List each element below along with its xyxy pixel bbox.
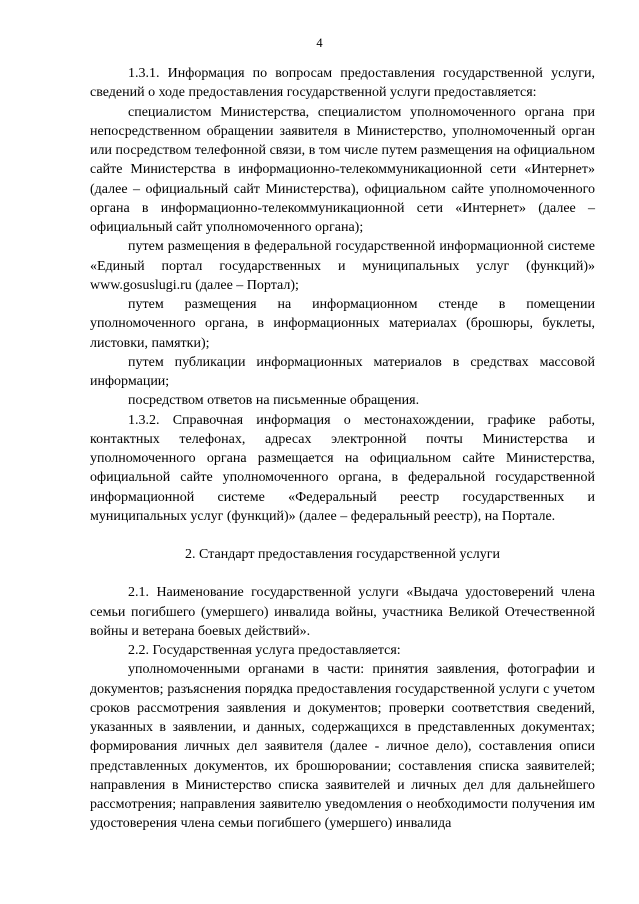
paragraph-info-stand: путем размещения на информационном стенде в помещении уполномоченного органа, в информационных материалах (брошюры, буклеты, листовки, памятки); — [90, 297, 595, 351]
document-body — [90, 64, 595, 834]
paragraph-2-1: 2.1. Наименование государственной услуги «Выдача удостоверений члена семьи погибшего (умершего) инвалида войны, участника Великой Отечественной войны и ветерана боевых действий». — [90, 585, 595, 639]
paragraph-authorized-bodies: уполномоченными органами в части: принятия заявления, фотографии и документов; разъяснения порядка предоставления государственной услуги с учетом сроков рассмотрения заявления и документов; проверки соответствия сведений, указанных в заявлении, и данных, содержащихся в представленных документах; формирования личных дел заявителя (далее - личное дело), составления описи представленных документов, их брошюровании; составления списка заявителей; направления в Министерство списка заявителей и личных дел для дальнейшего рассмотрения; направления заявителю уведомления о необходимости получения им удостоверения члена семьи погибшего (умершего) инвалида — [90, 662, 595, 832]
paragraph-2-2: 2.2. Государственная услуга предоставляется: — [128, 643, 401, 658]
paragraph-written-requests: посредством ответов на письменные обращения. — [128, 393, 420, 409]
paragraph-mass-media: путем публикации информационных материалов в средствах массовой информации; — [90, 354, 595, 389]
page-number: 4 — [316, 36, 323, 50]
paragraph-portal: путем размещения в федеральной государственной информационной системе «Единый портал государственных и муниципальных услуг (функций)» www.gosuslugi.ru (далее – Портал); — [90, 239, 595, 293]
paragraph-1-3-1: 1.3.1. Информация по вопросам предоставления государственной услуги, сведений о ходе предоставления государственной услуги предоставляется: — [90, 66, 595, 101]
paragraph-specialist: специалистом Министерства, специалистом уполномоченного органа при непосредственном обращении заявителя в Министерство, уполномоченный орган или посредством телефонной связи, в том числе путем размещения на официальном сайте Министерства в информационно-телекоммуникационной сети «Интернет» (далее – официальный сайт Министерства), официальном сайте уполномоченного органа в информационно-телекоммуникационной сети «Интернет» (далее – официальный сайт уполномоченного органа); — [90, 104, 595, 235]
section-heading: 2. Стандарт предоставления государственной услуги — [185, 547, 500, 562]
paragraph-1-3-2: 1.3.2. Справочная информация о местонахождении, графике работы, контактных телефонах, адресах электронной почты Министерства и уполномоченного органа размещается на официальном сайте Министерства, официальной сайте уполномоченного органа, в федеральной государственной информационной системе «Федеральный реестр государственных и муниципальных услуг (функций)» (далее – федеральный реестр), на Портале. — [90, 412, 595, 524]
